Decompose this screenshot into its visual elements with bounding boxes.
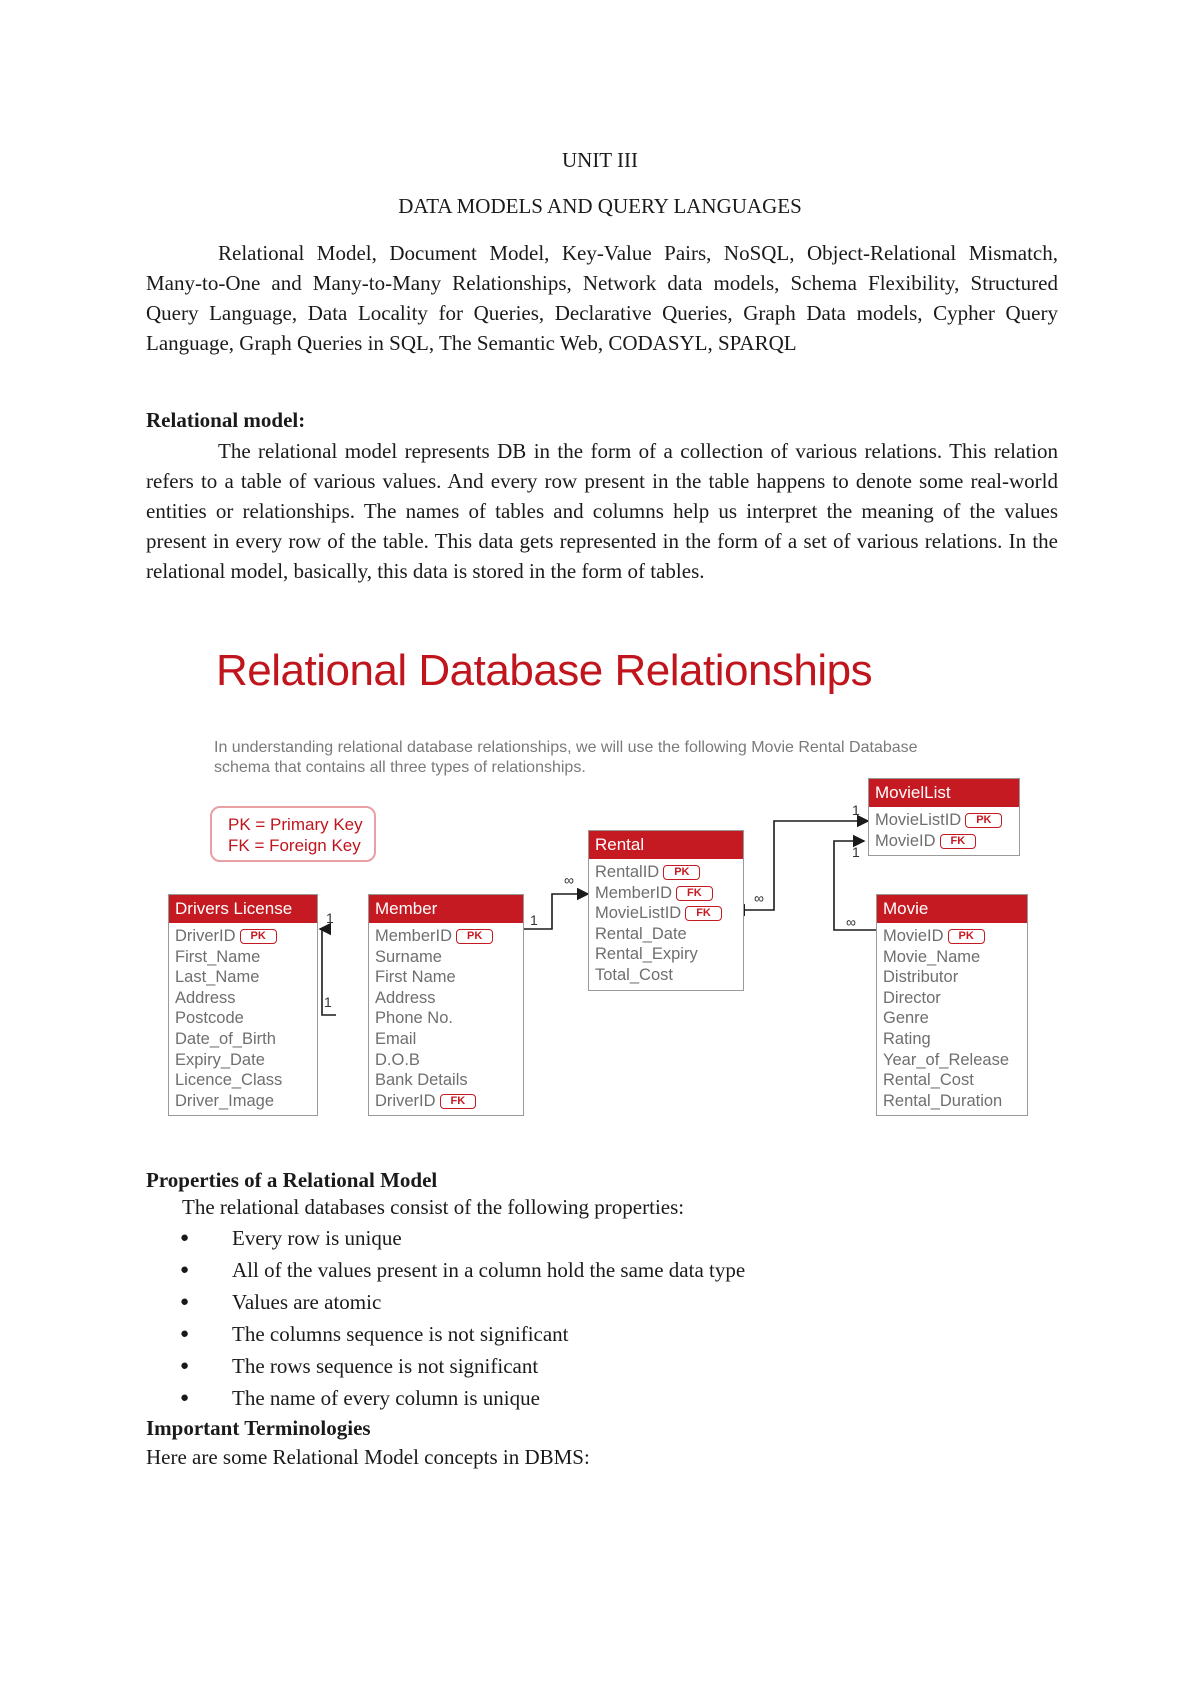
entity-title: Drivers License — [169, 895, 317, 923]
legend-fk: FK = Foreign Key — [228, 836, 361, 855]
fk-badge: FK — [685, 906, 722, 921]
field: Last_Name — [175, 968, 260, 987]
fk-badge: FK — [440, 1094, 477, 1109]
card-member-1: 1 — [530, 912, 538, 928]
field: Bank Details — [375, 1071, 468, 1090]
entity-movielist — [868, 778, 1020, 856]
card-rental-movielist-many: ∞ — [754, 890, 764, 906]
field: Address — [175, 988, 236, 1007]
field: Movie_Name — [883, 947, 981, 966]
list-item: ● The rows sequence is not significant — [180, 1350, 745, 1382]
properties-intro: The relational databases consist of the following properties: — [182, 1195, 685, 1219]
diagram-title: Relational Database Relationships — [216, 646, 873, 695]
relational-heading: Relational model: — [146, 408, 306, 432]
list-item: ● The columns sequence is not significant — [180, 1318, 745, 1350]
entity-rental — [588, 830, 744, 991]
terminologies-intro: Here are some Relational Model concepts in DBMS: — [146, 1445, 590, 1469]
card-movielist-1: 1 — [852, 802, 860, 818]
field: MovieListID FK — [595, 903, 743, 924]
fk-badge: FK — [940, 834, 977, 849]
entity-member — [368, 894, 524, 1116]
field: Date_of_Birth — [175, 1029, 276, 1048]
field: DriverID PK — [175, 926, 317, 947]
field: D.O.B — [375, 1050, 420, 1069]
field: Driver_Image — [175, 1091, 275, 1110]
relational-paragraph — [146, 436, 1058, 586]
field: Rental_Date — [595, 924, 687, 943]
field: Rental_Duration — [883, 1091, 1003, 1110]
list-item: ● Every row is unique — [180, 1222, 745, 1254]
entity-title: Movie — [877, 895, 1027, 923]
chapter-title: DATA MODELS AND QUERY LANGUAGES — [398, 194, 802, 218]
field: Surname — [375, 947, 442, 966]
card-movie-many: ∞ — [846, 914, 856, 930]
terminologies-heading: Important Terminologies — [146, 1416, 371, 1440]
card-drivers-1: 1 — [326, 910, 334, 926]
field: Postcode — [175, 1009, 244, 1028]
entity-title: MovielList — [869, 779, 1019, 807]
field: First_Name — [175, 947, 261, 966]
field: MemberID PK — [375, 926, 523, 947]
legend-pk: PK = Primary Key — [228, 815, 363, 834]
field: MovieListID PK — [875, 810, 1019, 831]
field: Director — [883, 988, 941, 1007]
field: Rental_Cost — [883, 1071, 974, 1090]
field: First Name — [375, 968, 456, 987]
field: MemberID FK — [595, 883, 743, 904]
properties-list — [180, 1222, 745, 1414]
pk-badge: PK — [663, 865, 700, 880]
entity-title: Member — [369, 895, 523, 923]
field: Total_Cost — [595, 965, 673, 984]
pk-badge: PK — [965, 813, 1002, 828]
relational-text: The relational model represents DB in the form of a collection of various relations. This relation refers to a table of various values. And every row present in the table happens to denote some real-world entities or relationships. The names of tables and columns help us interpret the meaning of the values present in every row of the table. This data gets represented in the form of a set of various relations. In the relational model, basically, this data is stored in the form of tables. — [146, 439, 1058, 583]
field: MovieID PK — [883, 926, 1027, 947]
field: Year_of_Release — [883, 1050, 1009, 1069]
field: Rental_Expiry — [595, 945, 698, 964]
list-item: ● All of the values present in a column hold the same data type — [180, 1254, 745, 1286]
field: Expiry_Date — [175, 1050, 265, 1069]
card-member-driver-1: 1 — [324, 994, 332, 1010]
field: Address — [375, 988, 436, 1007]
entity-drivers-license — [168, 894, 318, 1116]
field: Distributor — [883, 968, 959, 987]
card-rental-many: ∞ — [564, 872, 574, 888]
field: Phone No. — [375, 1009, 453, 1028]
pk-badge: PK — [456, 929, 493, 944]
field: DriverID FK — [375, 1091, 523, 1112]
topics-text: Relational Model, Document Model, Key-Value Pairs, NoSQL, Object-Relational Mismatch, Many-to-One and Many-to-Many Relationships, Network data models, Schema Flexibility, Structured Query Language, Data Locality for Queries, Declarative Queries, Graph Data models, Cypher Query Language, Graph Queries in SQL, The Semantic Web, CODASYL, SPARQL — [146, 241, 1058, 355]
field: Rating — [883, 1029, 931, 1048]
list-item: ● The name of every column is unique — [180, 1382, 745, 1414]
topics-paragraph — [146, 238, 1058, 358]
entity-movie — [876, 894, 1028, 1116]
list-item: ● Values are atomic — [180, 1286, 745, 1318]
unit-label: UNIT III — [561, 148, 638, 172]
field: RentalID PK — [595, 862, 743, 883]
pk-badge: PK — [240, 929, 277, 944]
er-diagram — [146, 628, 1066, 1128]
field: Licence_Class — [175, 1071, 283, 1090]
fk-badge: FK — [676, 886, 713, 901]
diagram-intro-line1: In understanding relational database relationships, we will use the following Movie Rental Database — [214, 739, 918, 756]
properties-heading: Properties of a Relational Model — [146, 1168, 438, 1192]
field: MovieID FK — [875, 831, 1019, 852]
pk-badge: PK — [948, 929, 985, 944]
card-movielist-movie-1: 1 — [852, 844, 860, 860]
field: Email — [375, 1029, 417, 1048]
field: Genre — [883, 1009, 929, 1028]
entity-title: Rental — [589, 831, 743, 859]
diagram-intro-line2: schema that contains all three types of relationships. — [214, 759, 586, 776]
